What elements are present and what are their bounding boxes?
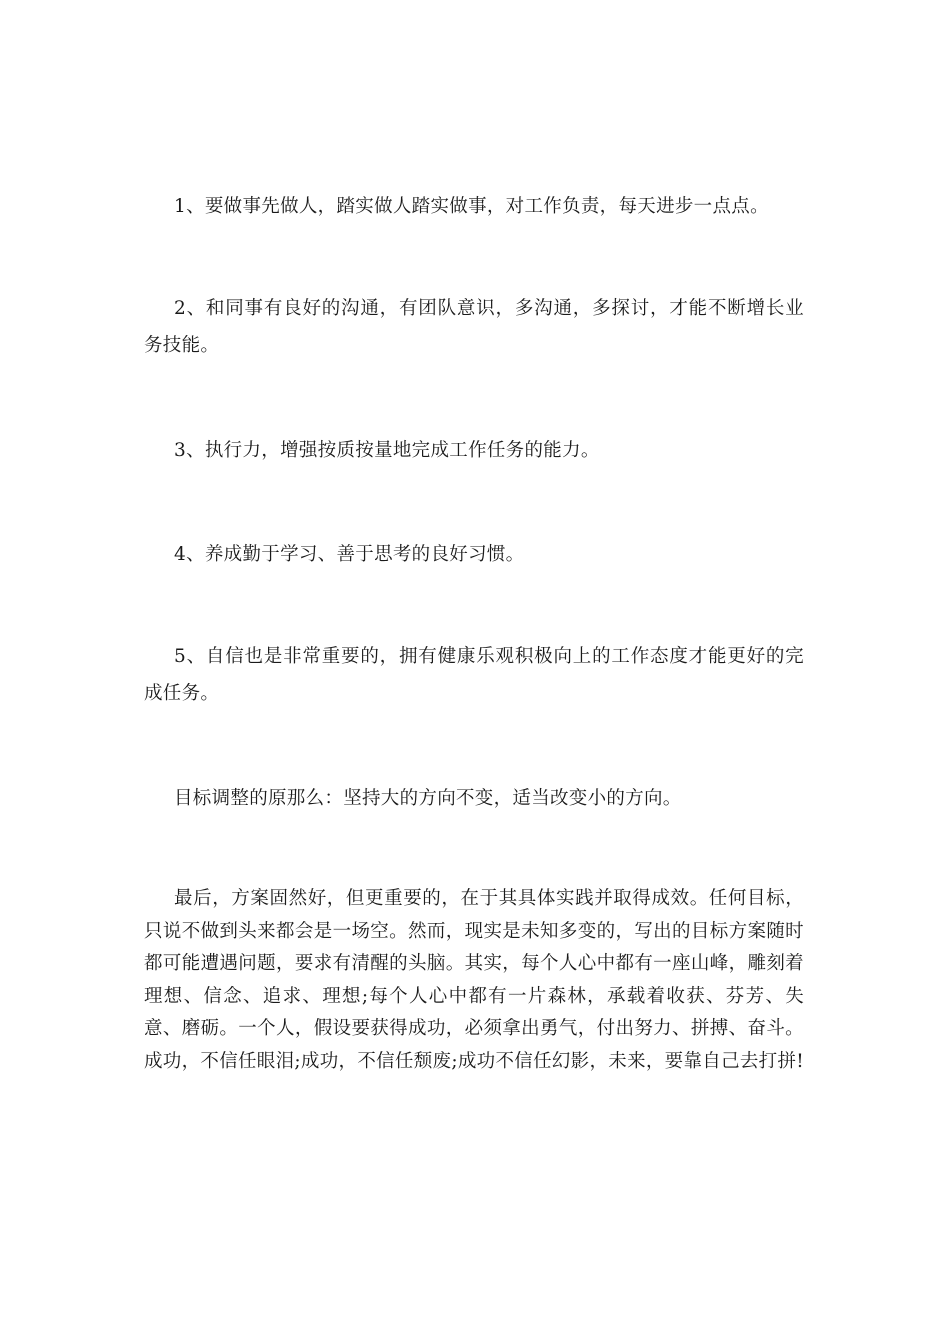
closing-paragraph: 最后，方案固然好，但更重要的，在于其具体实践并取得成效。任何目标，只说不做到头来都会是一场空。然而，现实是未知多变的，写出的目标方案随时都可能遭遇问题，要求有清醒的头脑。其实，每个人心中都有一座山峰，雕刻着理想、信念、追求、理想;每个人心中都有一片森林，承载着收获、芬芳、失意、磨砺。一个人，假设要获得成功，必须拿出勇气，付出努力、拼搏、奋斗。成功，不信任眼泪;成功，不信任颓废;成功不信任幻影，未来，要靠自己去打拼! bbox=[144, 888, 805, 1072]
list-item-3: 3、执行力，增强按质按量地完成工作任务的能力。 bbox=[174, 440, 600, 461]
list-item-4: 4、养成勤于学习、善于思考的良好习惯。 bbox=[174, 544, 525, 565]
list-item-5: 5、自信也是非常重要的，拥有健康乐观积极向上的工作态度才能更好的完成任务。 bbox=[144, 646, 804, 704]
list-item-1: 1、要做事先做人，踏实做人踏实做事，对工作负责，每天进步一点点。 bbox=[174, 196, 769, 217]
list-item-2: 2、和同事有良好的沟通，有团队意识，多沟通，多探讨，才能不断增长业务技能。 bbox=[144, 298, 804, 356]
goal-adjustment-principle: 目标调整的原那么：坚持大的方向不变，适当改变小的方向。 bbox=[174, 788, 682, 809]
